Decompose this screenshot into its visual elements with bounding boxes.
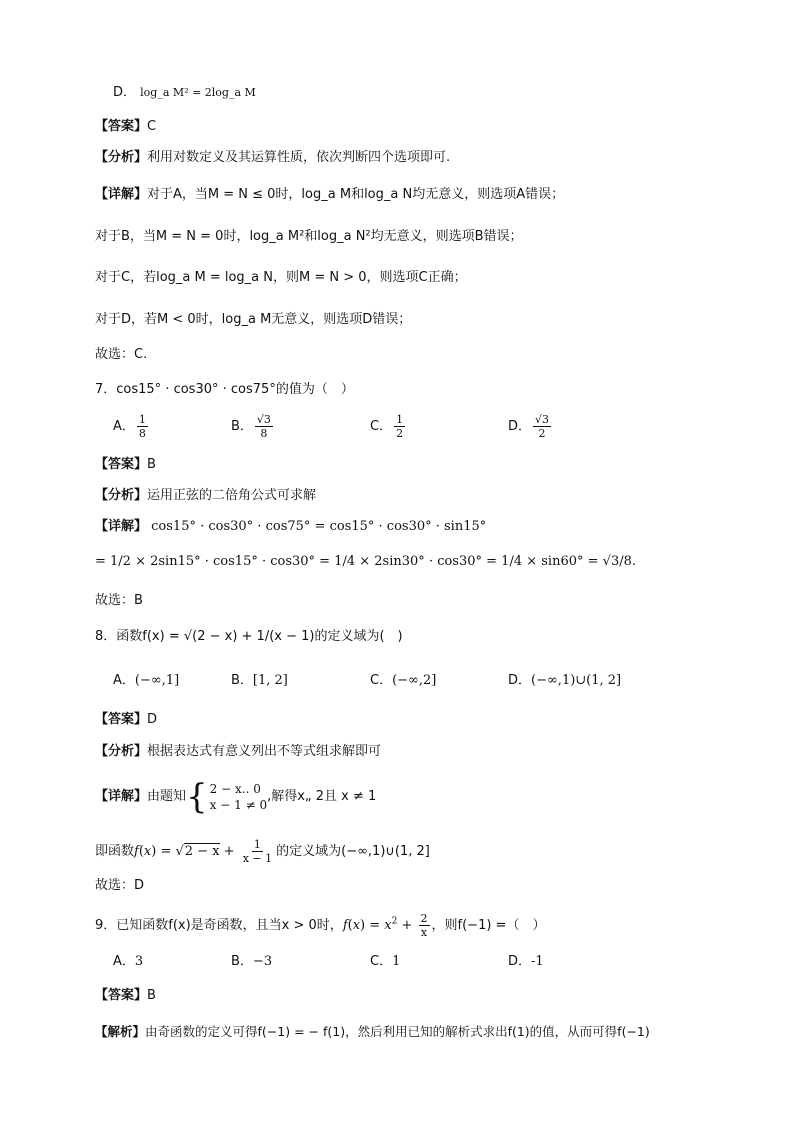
q8-option-a: A．(−∞,1] — [113, 673, 180, 688]
q6-detail-b: 对于B，当M = N = 0时，log_a M²和log_a N²均无意义，则选项B错误； — [95, 229, 523, 244]
q8-option-b: B．[1, 2] — [231, 673, 288, 688]
q6-answer: 【答案】C — [95, 119, 157, 134]
q7-analysis: 【分析】运用正弦的二倍角公式可求解 — [95, 488, 317, 503]
q7-detail-line1: 【详解】 cos15° · cos30° · cos75° = cos15° · cos30° · sin15° — [95, 519, 487, 534]
q6-detail-d: 对于D，若M < 0时，log_a M无意义，则选项D错误； — [95, 312, 412, 327]
q7-option-c: C． $\frac{1}{2}$ — [370, 413, 404, 440]
q6-detail-a: 【详解】对于A，当M = N ≤ 0时，log_a M和log_a N均无意义，则选项A错误； — [95, 187, 565, 202]
q9-option-c: C．1 — [370, 954, 401, 969]
q9-analysis: 【解析】由奇函数的定义可得f(−1) = − f(1)，然后利用已知的解析式求出f(1)的值，从而可得f(−1) — [95, 1024, 650, 1039]
q9-answer: 【答案】B — [95, 988, 156, 1003]
q8-option-d: D．(−∞,1)∪(1, 2] — [508, 673, 622, 688]
q6-option-d-math: log_a M² = 2log_a M — [140, 86, 256, 99]
q8-conclusion: 故选：D — [95, 878, 145, 893]
q8-function-expr: f(x) = √2 − x + $\frac{1}{x - 1}$ — [134, 838, 273, 865]
q8-inequality-system: { 2 − x.. 0 x − 1 ≠ 0 — [186, 776, 268, 817]
q9-stem: 9．已知函数f(x)是奇函数，且当x > 0时，$f(x) = x^2$ + $\frac{2}{x}$ ，则f(−1) =（ ） — [95, 912, 546, 939]
q7-option-b: B． $\frac{√3}{8}$ — [231, 413, 271, 440]
q7-detail-line2: = 1/2 × 2sin15° · cos15° · cos30° = 1/4 × 2sin30° · cos30° = 1/4 × sin60° = √3/8. — [95, 554, 636, 569]
q9-option-d: D．-1 — [508, 954, 544, 969]
q7-option-a: A． $\frac{1}{8}$ — [113, 413, 146, 440]
q8-answer: 【答案】D — [95, 712, 158, 727]
q6-analysis: 【分析】利用对数定义及其运算性质，依次判断四个选项即可. — [95, 150, 451, 165]
q8-option-c: C．(−∞,2] — [370, 673, 437, 688]
q6-conclusion: 故选：C. — [95, 347, 148, 362]
q8-detail: 【详解】由题知 { 2 − x.. 0 x − 1 ≠ 0 ,解得x„ 2且 x ≠ 1 — [95, 776, 377, 817]
q9-option-a: A．3 — [113, 954, 144, 969]
q7-option-d: D． $\frac{√3}{2}$ — [508, 413, 550, 440]
q7-conclusion: 故选：B — [95, 593, 143, 608]
q6-detail-c: 对于C，若log_a M = log_a N，则M = N > 0，则选项C正确； — [95, 270, 467, 285]
q9-option-b: B．−3 — [231, 954, 273, 969]
q8-analysis: 【分析】根据表达式有意义列出不等式组求解即可 — [95, 744, 382, 759]
q8-stem: 8．函数f(x) = √(2 − x) + 1/(x − 1)的定义域为( ) — [95, 629, 403, 644]
q8-domain-line: 即函数f(x) = √2 − x + $\frac{1}{x - 1}$ 的定义域为(−∞,1)∪(1, 2] — [95, 838, 430, 865]
q9-function-expr: $f(x) = x^2$ + $\frac{2}{x}$ — [342, 912, 428, 939]
q7-stem: 7．cos15° · cos30° · cos75°的值为（ ） — [95, 382, 354, 397]
q6-option-d: D． log_a M² = 2log_a M — [113, 85, 256, 100]
q7-answer: 【答案】B — [95, 457, 156, 472]
